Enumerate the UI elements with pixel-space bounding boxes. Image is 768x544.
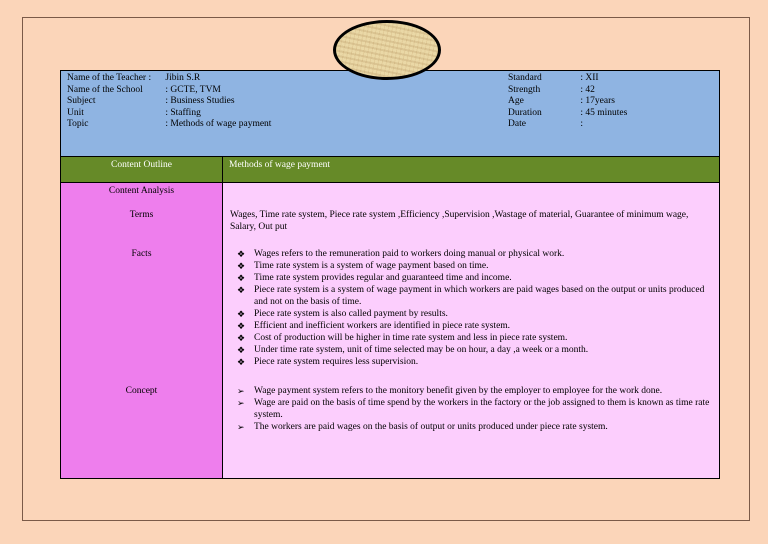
concept-item — [237, 385, 717, 397]
facts-item — [237, 356, 717, 368]
topic-row — [67, 119, 271, 131]
diamond-bullet-icon: ❖ — [237, 309, 246, 319]
concept-text: Wage payment system refers to the monitory benefit given by the employer to employee for the work done. — [254, 386, 663, 396]
arrow-bullet-icon: ➢ — [237, 422, 245, 432]
facts-text: Cost of production will be higher in time rate system and less in piece rate system. — [254, 333, 568, 343]
concept-item — [237, 397, 717, 421]
content-outline-row — [60, 157, 720, 183]
concept-text: The workers are paid wages on the basis of output or units produced under piece rate system. — [254, 422, 608, 432]
info-value: : Methods of wage payment — [165, 119, 272, 130]
info-value: : Business Studies — [165, 96, 235, 107]
info-label: Duration — [508, 107, 542, 118]
concept-label: Concept — [125, 386, 158, 396]
duration-row — [508, 108, 627, 120]
facts-text: Piece rate system is a system of wage payment in which workers are paid wages based on the output or units produced and not on the basis of time. — [254, 285, 705, 307]
info-label: Standard — [508, 73, 542, 83]
content-outline-label: Content Outline — [61, 157, 223, 182]
facts-text: Under time rate system, unit of time selected may be on hour, a day ,a week or a month. — [254, 345, 589, 355]
facts-label: Facts — [131, 249, 152, 259]
info-value: : 45 minutes — [580, 107, 628, 118]
facts-text: Time rate system provides regular and guaranteed time and income. — [254, 273, 512, 283]
facts-item — [237, 332, 717, 344]
info-label: Name of the School — [67, 84, 143, 95]
arrow-bullet-icon: ➢ — [237, 398, 245, 408]
info-value: : — [580, 119, 584, 130]
info-value: : Staffing — [165, 107, 201, 118]
facts-text: Wages refers to the remuneration paid to workers doing manual or physical work. — [254, 249, 565, 259]
school-row — [67, 85, 271, 97]
section-content-column — [223, 183, 719, 478]
diamond-bullet-icon: ❖ — [237, 333, 246, 343]
facts-item — [237, 344, 717, 356]
info-label: Strength — [508, 84, 541, 95]
terms-text: Wages, Time rate system, Piece rate system ,Efficiency ,Supervision ,Wastage of material, Guarantee of minimum wage, Salary, Out put — [230, 210, 689, 232]
diamond-bullet-icon: ❖ — [237, 249, 246, 259]
diamond-bullet-icon: ❖ — [237, 273, 246, 283]
content-outline-value: Methods of wage payment — [223, 157, 719, 182]
facts-item — [237, 260, 717, 272]
diamond-bullet-icon: ❖ — [237, 321, 246, 331]
info-value: : XII — [580, 73, 599, 83]
lesson-info-panel — [60, 70, 720, 157]
arrow-bullet-icon: ➢ — [237, 386, 245, 396]
lesson-info-right — [508, 73, 627, 131]
concept-text: Wage are paid on the basis of time spend by the workers in the factory or the job assigned to them is known as time rate system. — [254, 398, 710, 420]
strength-row — [508, 85, 627, 97]
facts-item — [237, 320, 717, 332]
diamond-bullet-icon: ❖ — [237, 261, 246, 271]
unit-row — [67, 108, 271, 120]
diamond-bullet-icon: ❖ — [237, 345, 246, 355]
age-row — [508, 96, 627, 108]
content-analysis-table — [60, 183, 720, 479]
info-value: : GCTE, TVM — [165, 84, 221, 95]
diamond-bullet-icon: ❖ — [237, 285, 246, 295]
facts-text: Time rate system is a system of wage payment based on time. — [254, 261, 489, 271]
concept-item — [237, 421, 717, 433]
info-value: Jibin S.R — [165, 73, 201, 83]
info-label: Unit — [67, 107, 84, 118]
info-value: : 42 — [580, 84, 595, 95]
info-label: Name of the Teacher : — [67, 73, 152, 83]
lesson-info-left — [67, 73, 271, 131]
diamond-bullet-icon: ❖ — [237, 357, 246, 367]
info-label: Subject — [67, 96, 96, 107]
facts-text: Piece rate system is also called payment by results. — [254, 309, 448, 319]
info-label: Age — [508, 96, 524, 107]
info-value: : 17years — [580, 96, 615, 107]
facts-item — [237, 272, 717, 284]
section-label-column — [61, 183, 223, 478]
standard-row — [508, 73, 627, 85]
date-row — [508, 119, 627, 131]
facts-item — [237, 308, 717, 320]
info-label: Date — [508, 119, 526, 130]
facts-text: Efficient and inefficient workers are identified in piece rate system. — [254, 321, 511, 331]
teacher-row — [67, 73, 271, 85]
content-analysis-label: Content Analysis — [108, 186, 175, 196]
facts-item — [237, 284, 717, 308]
facts-item — [237, 248, 717, 260]
concept-list — [237, 385, 717, 433]
subject-row — [67, 96, 271, 108]
terms-label: Terms — [129, 210, 154, 220]
info-label: Topic — [67, 119, 89, 130]
facts-text: Piece rate system requires less supervision. — [254, 357, 419, 367]
parchment-seal — [333, 20, 441, 80]
facts-list — [237, 248, 717, 368]
